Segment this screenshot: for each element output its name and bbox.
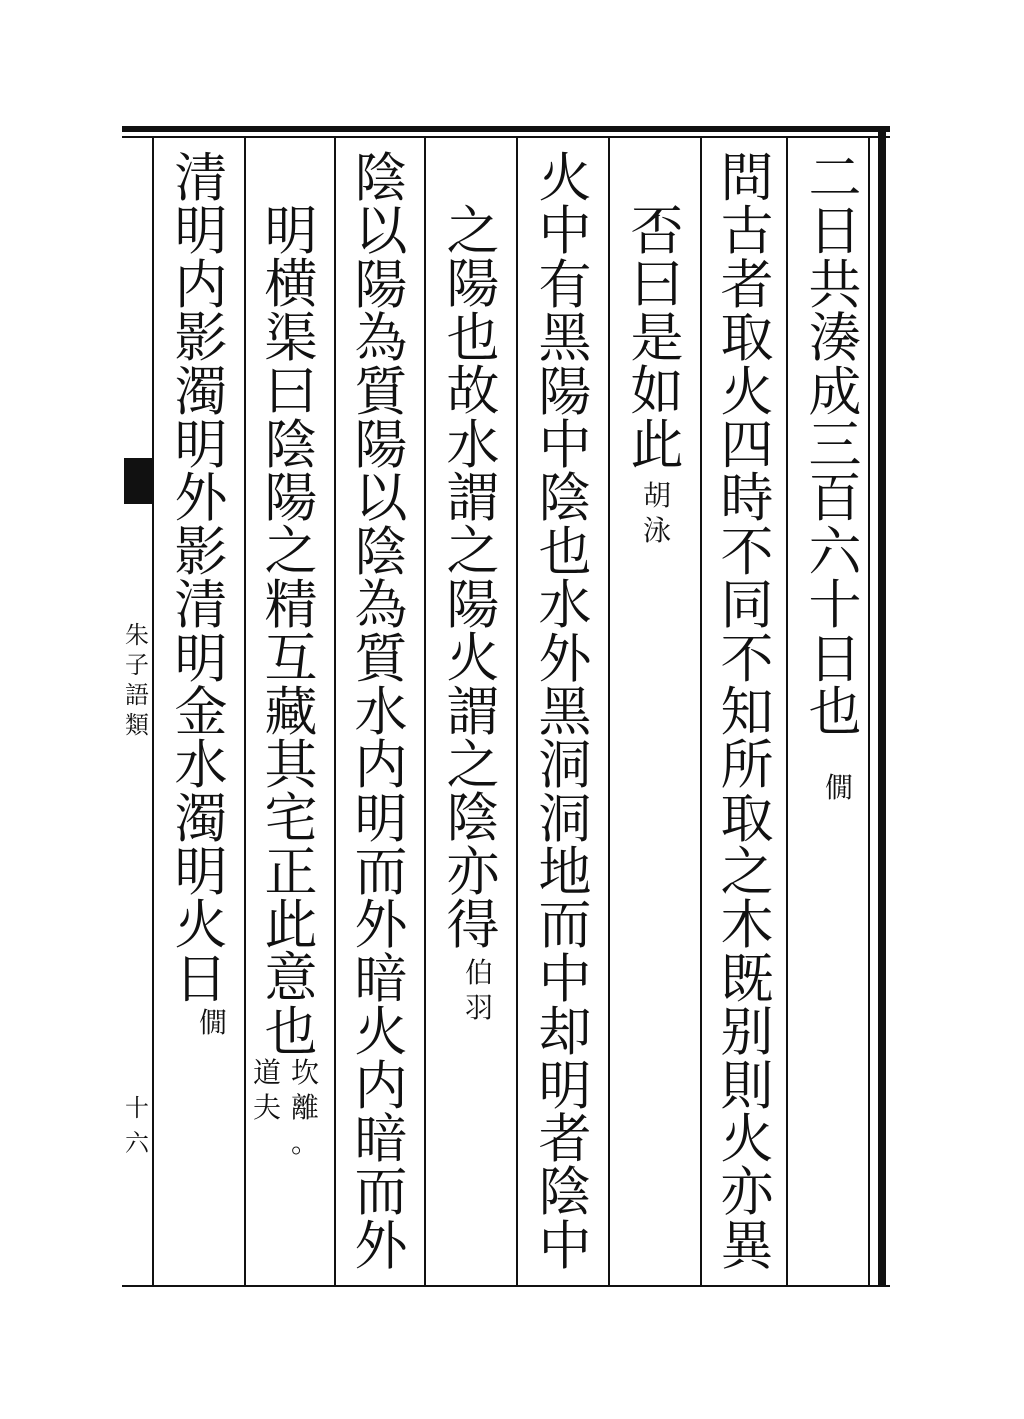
column-divider [608, 138, 610, 1285]
text-column-5: 之 陽 也 故 水 謂 之 陽 火 謂 之 陰 亦 得 [446, 201, 500, 957]
column-divider [334, 138, 336, 1285]
column-divider [424, 138, 426, 1285]
top-border-thin [122, 136, 890, 138]
right-border-thick [878, 126, 886, 1287]
page-number: 十六 [125, 1094, 149, 1157]
annotation-col-1: 僩 [824, 771, 853, 804]
annotation-col-7a: 坎 離 。 [290, 1056, 319, 1159]
annotation-col-8: 僩 [198, 1006, 227, 1039]
column-divider [516, 138, 518, 1285]
column-divider [244, 138, 246, 1285]
annotation-col-3: 胡 泳 [642, 479, 671, 547]
column-divider [786, 138, 788, 1285]
text-column-8: 清 明 内 影 濁 明 外 影 清 明 金 水 濁 明 火 日 [174, 148, 228, 1010]
top-border-thick [122, 126, 890, 132]
text-column-3: 否 曰 是 如 此 [630, 201, 684, 476]
column-divider [700, 138, 702, 1285]
text-column-6: 陰 以 陽 為 質 陽 以 陰 為 質 水 内 明 而 外 暗 火 内 暗 而 外 [354, 148, 408, 1277]
fishtail-mark [124, 458, 152, 504]
annotation-col-5: 伯 羽 [464, 956, 493, 1024]
annotation-col-7b: 道 夫 [252, 1056, 281, 1124]
book-title: 朱 子 語 類 [125, 621, 149, 739]
text-column-4: 火 中 有 黑 陽 中 陰 也 水 外 黑 洞 洞 地 而 中 却 明 者 陰 中 [538, 148, 592, 1277]
text-column-2: 問 古 者 取 火 四 時 不 同 不 知 所 取 之 木 既 别 則 火 亦 異 [720, 148, 774, 1277]
margin-column-rule [152, 138, 154, 1285]
text-column-1: 二 日 共 湊 成 三 百 六 十 日 也 [808, 148, 862, 743]
text-column-7: 明 横 渠 曰 陰 陽 之 精 互 藏 其 宅 正 此 意 也 [264, 201, 318, 1063]
bottom-border [122, 1285, 890, 1287]
